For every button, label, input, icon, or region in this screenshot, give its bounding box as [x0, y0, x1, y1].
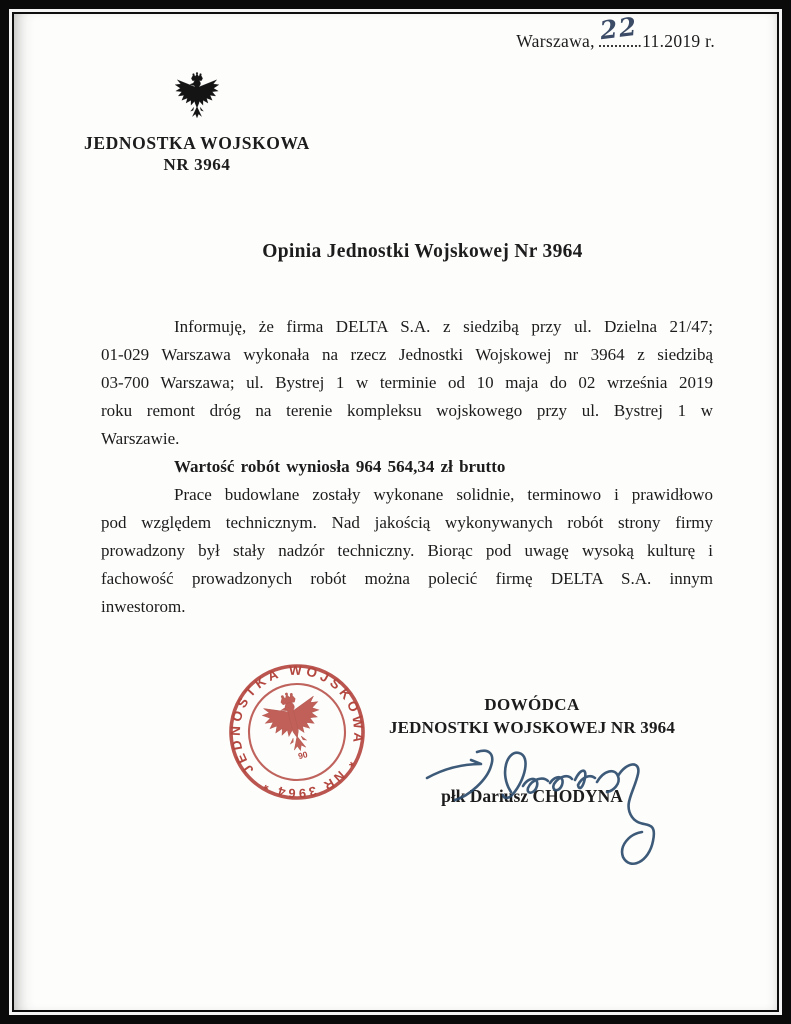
commander-unit: JEDNOSTKI WOJSKOWEJ NR 3964 [388, 718, 676, 737]
date-dotted-blank [598, 11, 640, 47]
unit-round-stamp-icon [222, 657, 372, 807]
body-paragraph-2: Prace budowlane zostały wykonane solidnie, terminowo i prawidłowo pod względem technicznym. Nad jakością wykonywanych robót strony firmy prowadzony był stały nadzór techniczny. Biorąc pod uwagę wysoką kulturę i fachowość prowadzonych robót można polecić firmę DELTA S.A. innym inwestorom. [101, 485, 713, 616]
letterhead-unit-number: NR 3964 [163, 155, 231, 174]
date-city: Warszawa, [516, 31, 595, 51]
handwritten-day: 22 [598, 11, 640, 46]
value-statement: Wartość robót wyniosła 964 564,34 zł brutto [174, 457, 506, 476]
letterhead-unit-name: JEDNOSTKA WOJSKOWA [84, 133, 310, 153]
svg-text:* NR 3964 * [256, 755, 363, 807]
stamp-arc-bottom-text: * NR 3964 * [259, 757, 358, 802]
commander-title: DOWÓDCA [484, 695, 580, 714]
document-body [101, 313, 713, 621]
body-paragraph-1: Informuję, że firma DELTA S.A. z siedzibą przy ul. Dzielna 21/47; 01-029 Warszawa wykonała na rzecz Jednostki Wojskowej nr 3964 z siedzibą 03-700 Warszawa; ul. Bystrej 1 w terminie od 10 maja do 02 września 2019 roku remont dróg na terenie kompleksu wojskowego przy ul. Bystrej 1 w Warszawie. [101, 317, 713, 448]
document-title: Opinia Jednostki Wojskowej Nr 3964 [262, 241, 583, 262]
letterhead [84, 72, 310, 175]
signoff-block [372, 693, 692, 807]
stamp-center-number: 06 [297, 749, 309, 762]
date-line [516, 11, 715, 52]
stamp-arc-top-text: JEDNOSTKA WOJSKOWA [227, 662, 367, 777]
polish-eagle-emblem-icon [174, 72, 220, 120]
scanned-document-page [12, 12, 779, 1012]
commander-name: płk Dariusz CHODYNA [441, 786, 623, 806]
date-rest: .11.2019 r. [637, 31, 715, 51]
stamp-eagle-icon [258, 686, 328, 757]
